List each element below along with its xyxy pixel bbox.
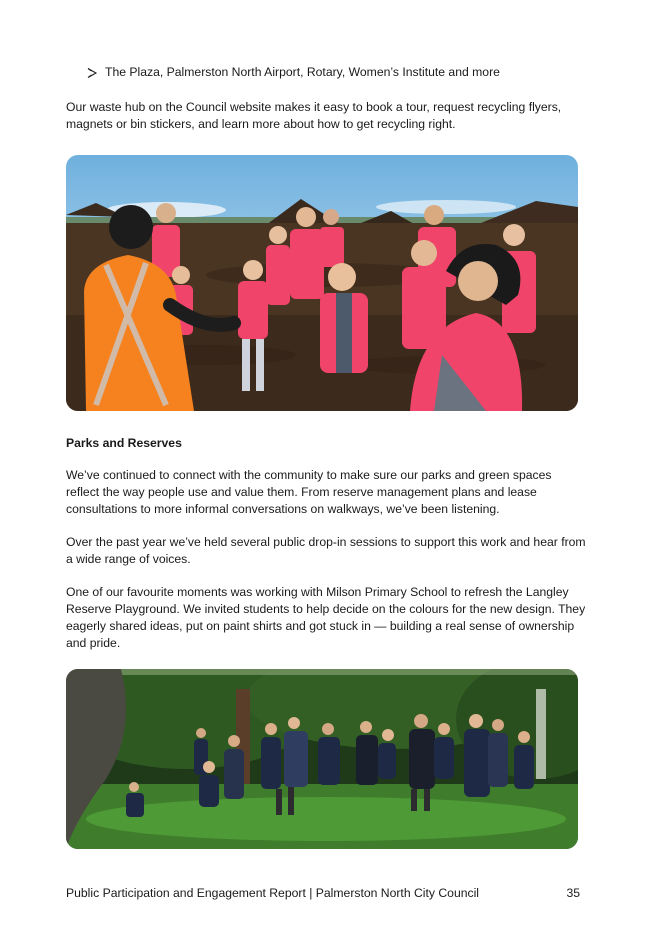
chevron-arrow-icon xyxy=(86,67,98,79)
footer-title: Public Participation and Engagement Report | Palmerston North City Council xyxy=(66,886,480,900)
bullet-item xyxy=(86,64,500,81)
paragraph-drop-in: Over the past year we’ve held several public drop-in sessions to support this work and hear from a wide range of voices. xyxy=(66,535,586,566)
page-number: 35 xyxy=(566,886,580,900)
paragraph-playground: One of our favourite moments was working with Milson Primary School to refresh the Langley Reserve Playground. We invited students to help decide on the colours for the new design. They eagerly shared ideas, put on paint shirts and got stuck in — building a real sense of ownership and pride. xyxy=(66,585,586,650)
page-footer xyxy=(66,886,580,900)
recycling-tour-photo xyxy=(66,155,578,411)
intro-paragraph: Our waste hub on the Council website makes it easy to book a tour, request recycling flyers, magnets or bin stickers, and learn more about how to get recycling right. xyxy=(66,100,562,131)
section-heading: Parks and Reserves xyxy=(66,436,182,450)
reserve-gathering-photo xyxy=(66,669,578,849)
bullet-text: The Plaza, Palmerston North Airport, Rotary, Women’s Institute and more xyxy=(105,65,500,79)
paragraph-community: We’ve continued to connect with the community to make sure our parks and green spaces reflect the way people use and value them. From reserve management plans and lease consultations to more informal conversations on walkways, we’ve been listening. xyxy=(66,468,552,516)
